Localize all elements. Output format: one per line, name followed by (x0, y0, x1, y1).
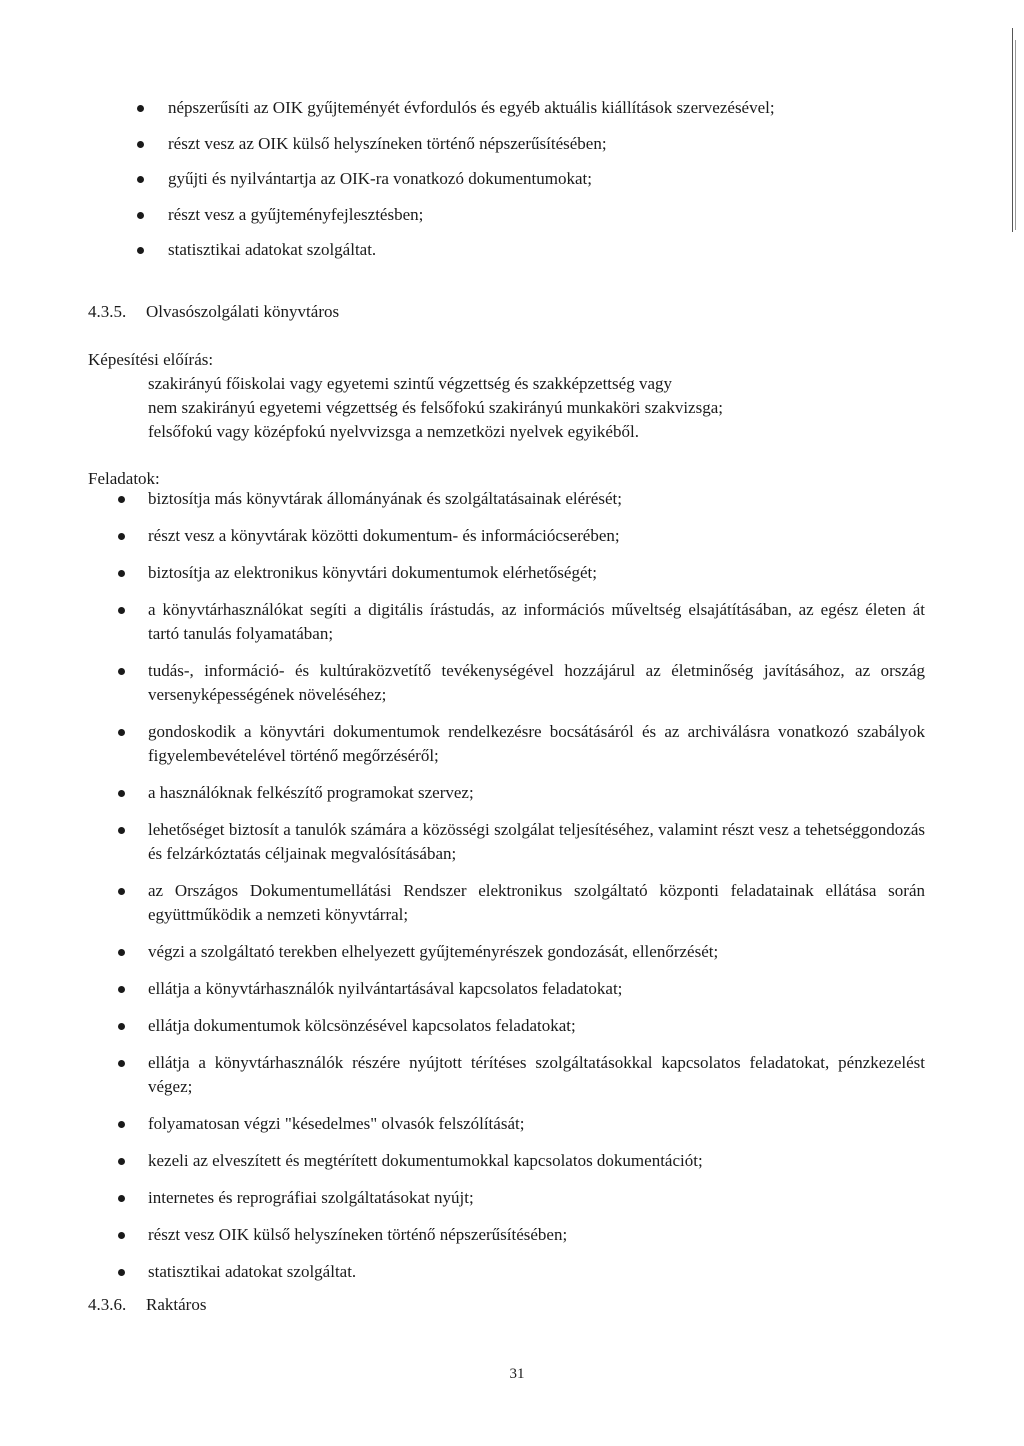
list-item-text: biztosítja más könyvtárak állományának és szolgáltatásainak elérését; (148, 489, 622, 508)
bullet-icon (118, 1195, 125, 1202)
list-item (0, 203, 1024, 239)
list-item-text: az Országos Dokumentumellátási Rendszer elektronikus szolgáltató központi feladatainak ellátása során együttműködik a nemzeti könyvtárral; (148, 881, 925, 924)
bullet-icon (118, 570, 125, 577)
bullet-icon (137, 247, 144, 254)
list-item-text: folyamatosan végzi "késedelmes" olvasók felszólítását; (148, 1114, 525, 1133)
list-item (0, 659, 925, 707)
list-item (0, 132, 1024, 168)
qualification-line: felsőfokú vagy középfokú nyelvvizsga a nemzetközi nyelvek egyikéből. (148, 422, 639, 441)
bullet-icon (118, 533, 125, 540)
list-item-text: ellátja a könyvtárhasználók részére nyújtott térítéses szolgáltatásokkal kapcsolatos feladatokat, pénzkezelést végez; (148, 1053, 925, 1096)
bullet-icon (118, 1060, 125, 1067)
qualification-line: nem szakirányú egyetemi végzettség és felsőfokú szakirányú munkaköri szakvizsga; (148, 398, 723, 417)
list-item-text: részt vesz OIK külső helyszíneken történő népszerűsítésében; (148, 1225, 568, 1244)
list-item-text: végzi a szolgáltató terekben elhelyezett gyűjteményrészek gondozását, ellenőrzését; (148, 942, 719, 961)
list-item-text: biztosítja az elektronikus könyvtári dokumentumok elérhetőségét; (148, 563, 597, 582)
list-item (0, 524, 925, 548)
bullet-icon (118, 790, 125, 797)
bullet-icon (118, 1158, 125, 1165)
section-heading-4-3-6 (88, 1293, 206, 1317)
bullet-icon (118, 949, 125, 956)
list-item (0, 1149, 925, 1173)
list-item (0, 1051, 925, 1099)
list-item-text: tudás-, információ- és kultúraközvetítő tevékenységével hozzájárul az életminőség javításához, az ország versenyképességének növeléséhez; (148, 661, 925, 704)
list-item (0, 879, 925, 927)
list-item (0, 1112, 925, 1136)
section-number: 4.3.5. (88, 302, 127, 321)
bullet-icon (137, 176, 144, 183)
list-item (0, 238, 1024, 274)
list-item-text: gondoskodik a könyvtári dokumentumok rendelkezésre bocsátásáról és az archiválásra vonatkozó szabályok figyelembevételével történő megőrzéséről; (148, 722, 925, 765)
bullet-icon (118, 729, 125, 736)
list-item-text: ellátja a könyvtárhasználók nyilvántartásával kapcsolatos feladatokat; (148, 979, 623, 998)
tasks-label: Feladatok: (88, 469, 160, 488)
section-title: Raktáros (146, 1295, 207, 1314)
list-item-text: népszerűsíti az OIK gyűjteményét évfordulós és egyéb aktuális kiállítások szervezésével; (168, 98, 775, 117)
list-item-text: kezeli az elveszített és megtérített dokumentumokkal kapcsolatos dokumentációt; (148, 1151, 703, 1170)
list-item-text: statisztikai adatokat szolgáltat. (168, 240, 377, 259)
list-item-text: gyűjti és nyilvántartja az OIK-ra vonatkozó dokumentumokat; (168, 169, 592, 188)
qualification-line: szakirányú főiskolai vagy egyetemi szintű végzettség és szakképzettség vagy (148, 374, 672, 393)
bullet-icon (118, 496, 125, 503)
list-item-text: internetes és reprográfiai szolgáltatásokat nyújt; (148, 1188, 474, 1207)
list-item (0, 1260, 925, 1284)
tasks-bullet-list (0, 487, 1024, 1284)
list-item (0, 167, 1024, 203)
bullet-icon (118, 986, 125, 993)
bullet-icon (118, 827, 125, 834)
list-item-text: statisztikai adatokat szolgáltat. (148, 1262, 357, 1281)
list-item (0, 1014, 925, 1038)
list-item (0, 561, 925, 585)
bullet-icon (118, 607, 125, 614)
bullet-icon (118, 1269, 125, 1276)
list-item (0, 1223, 925, 1247)
list-item (0, 781, 925, 805)
bullet-icon (118, 668, 125, 675)
list-item-text: részt vesz a könyvtárak közötti dokumentum- és információcserében; (148, 526, 620, 545)
list-item (0, 487, 925, 511)
list-item-text: a könyvtárhasználókat segíti a digitális írástudás, az információs műveltség elsajátításában, az egész életen át tartó tanulás folyamatában; (148, 600, 925, 643)
section-number: 4.3.6. (88, 1295, 127, 1314)
list-item (0, 977, 925, 1001)
list-item (0, 940, 925, 964)
qualification-label: Képesítési előírás: (88, 350, 214, 369)
top-bullet-list (0, 96, 1024, 274)
list-item-text: a használóknak felkészítő programokat szervez; (148, 783, 474, 802)
page-number: 31 (509, 1366, 525, 1382)
bullet-icon (118, 888, 125, 895)
bullet-icon (137, 141, 144, 148)
bullet-icon (137, 212, 144, 219)
section-heading-4-3-5 (88, 300, 339, 324)
list-item (0, 1186, 925, 1210)
list-item (0, 720, 925, 768)
section-title: Olvasószolgálati könyvtáros (146, 302, 340, 321)
list-item-text: ellátja dokumentumok kölcsönzésével kapcsolatos feladatokat; (148, 1016, 576, 1035)
bullet-icon (118, 1232, 125, 1239)
qualification-text (148, 372, 948, 444)
list-item (0, 818, 925, 866)
list-item-text: részt vesz az OIK külső helyszíneken történő népszerűsítésében; (168, 133, 607, 153)
list-item (0, 96, 1024, 132)
bullet-icon (118, 1023, 125, 1030)
list-item-text: lehetőséget biztosít a tanulók számára a közösségi szolgálat teljesítéséhez, valamint részt vesz a tehetséggondozás és felzárkóztatás céljainak megvalósításában; (148, 820, 925, 863)
bullet-icon (137, 105, 144, 112)
list-item (0, 598, 925, 646)
bullet-icon (118, 1121, 125, 1128)
list-item-text: részt vesz a gyűjteményfejlesztésben; (168, 204, 424, 224)
